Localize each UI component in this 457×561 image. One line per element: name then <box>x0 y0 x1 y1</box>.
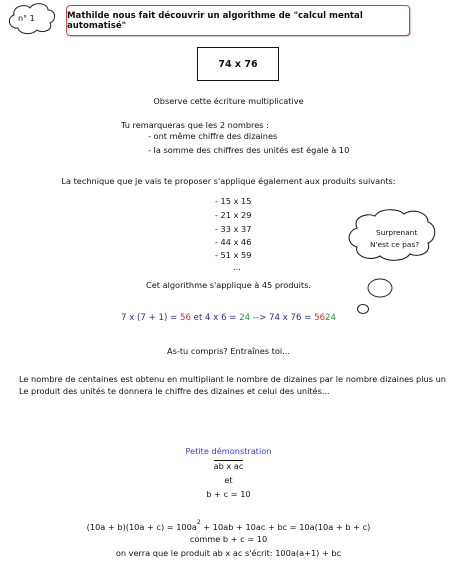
product-item: - 51 x 59 <box>215 250 252 260</box>
demo-formula-a: (10a + b)(10a + c) = 100a <box>86 522 197 532</box>
example-part1: 7 x (7 + 1) = <box>121 313 180 323</box>
demo-line6: on verra que le produit ab x ac s'écrit: 100a(a+1) + bc <box>115 548 342 558</box>
title-box <box>66 5 410 36</box>
explanation-line: Le nombre de centaines est obtenu en multipliant le nombre de dizaines par le nombre dizaines plus un <box>19 374 446 384</box>
demo-line2: et <box>224 475 233 485</box>
example-final-b: 24 <box>325 313 336 323</box>
intro-text: Observe cette écriture multiplicative <box>153 96 304 106</box>
demo-formula-b: + 10ab + 10ac + bc = 10a(10a + b + c) <box>200 522 371 532</box>
demo-line3: b + c = 10 <box>206 489 251 499</box>
example-part2: et 4 x 6 = <box>190 313 240 323</box>
product-ellipsis: ... <box>233 262 241 272</box>
operation-box <box>197 47 279 81</box>
bubble-line1: Surprenant <box>376 228 418 237</box>
example-res2: 24 <box>239 313 251 323</box>
product-item: - 33 x 37 <box>215 224 252 234</box>
page-title: Mathilde nous fait découvrir un algorithme de "calcul mental automatisé" <box>67 10 363 31</box>
demo-formula-exp: 2 <box>196 519 201 526</box>
product-item: - 44 x 46 <box>215 237 252 247</box>
example-res1: 56 <box>180 313 191 323</box>
technique-text: La technique que je vais te proposer s'applique également aux produits suivants: <box>61 176 396 186</box>
remark-item: - ont même chiffre des dizaines <box>148 131 278 141</box>
bubble-line2: N'est ce pas? <box>370 240 420 249</box>
demo-line1-text: ab x ac <box>213 461 244 471</box>
demo-formula <box>0 519 457 532</box>
operation-text: 74 x 76 <box>218 58 258 70</box>
badge-label: n° 1 <box>18 14 35 23</box>
remarks-lead: Tu remarqueras que les 2 nombres : <box>121 120 269 130</box>
demo-line5: comme b + c = 10 <box>189 534 268 544</box>
question-text: As-tu compris? Entraînes toi... <box>167 346 290 356</box>
explanation-line: Le produit des unités te donnera le chiffre des dizaines et celui des unités... <box>19 386 330 396</box>
demo-line1 <box>0 461 457 471</box>
count-note: Cet algorithme s'applique à 45 produits. <box>146 280 311 290</box>
remark-item: - la somme des chiffres des unités est égale à 10 <box>148 145 350 155</box>
example-final-a: 56 <box>314 313 326 323</box>
example-part3: --> 74 x 76 = <box>250 313 315 323</box>
product-item: - 15 x 15 <box>215 196 252 206</box>
demo-title: Petite démonstration <box>185 446 272 456</box>
example-line <box>0 313 457 323</box>
product-item: - 21 x 29 <box>215 210 252 220</box>
